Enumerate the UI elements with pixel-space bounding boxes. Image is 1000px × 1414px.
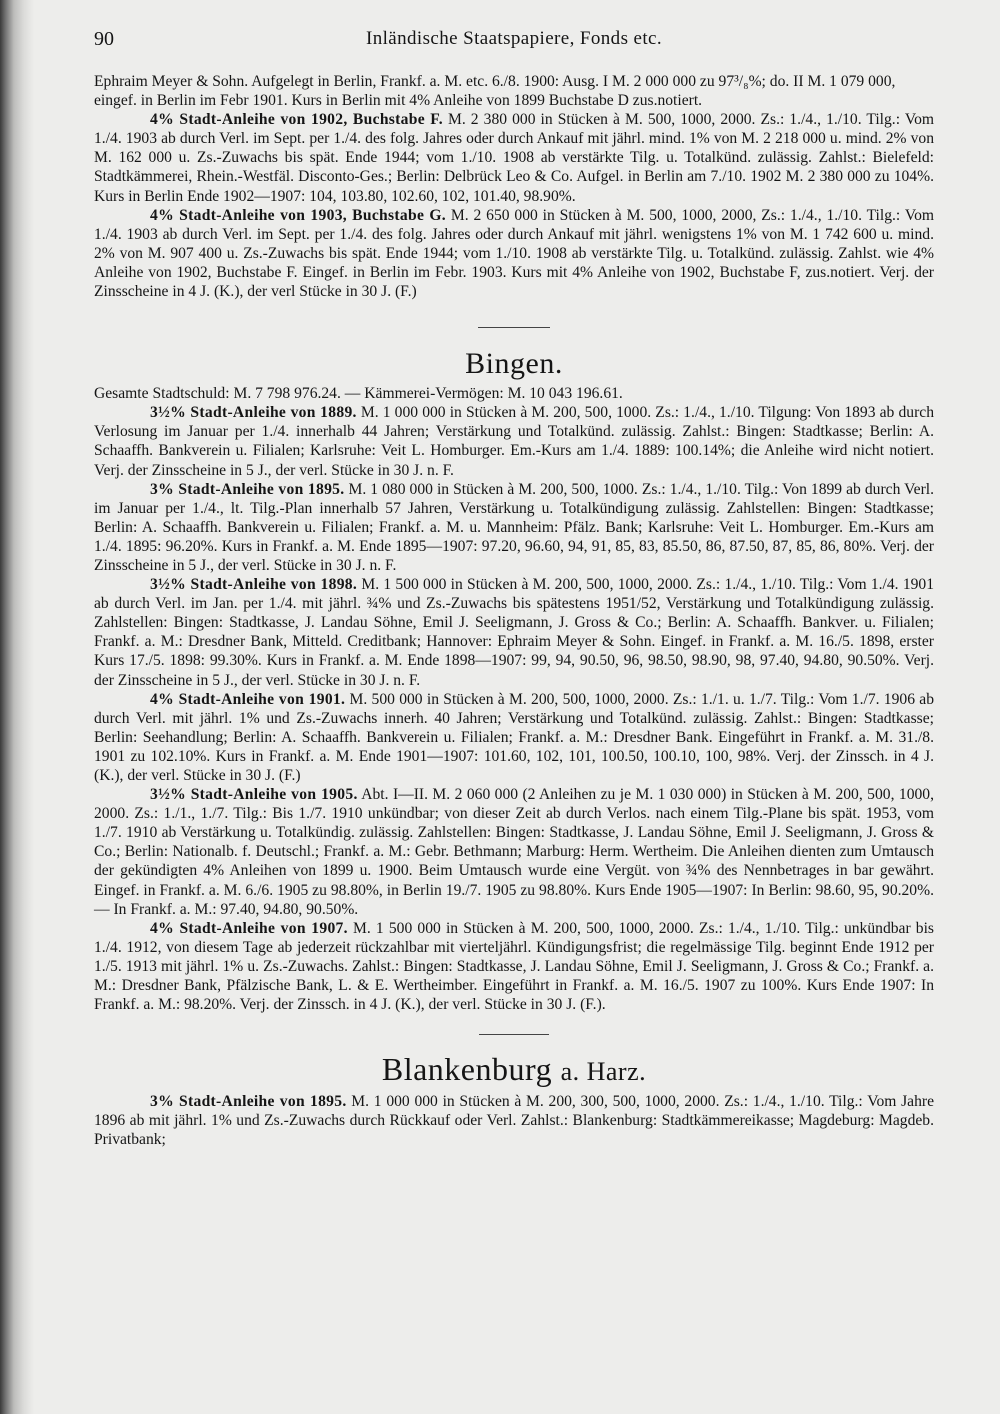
city-heading-bingen: Bingen. xyxy=(465,347,563,381)
city-name: Blankenburg xyxy=(381,1051,553,1088)
bond-title: 3½% Stadt-Anleihe von 1889. xyxy=(150,404,357,422)
bond-entry-bingen-1898 xyxy=(94,575,934,690)
bond-entry-blankenburg-1895 xyxy=(94,1092,934,1149)
bingen-summary: Gesamte Stadtschuld: M. 7 798 976.24. — Kämmerei-Vermögen: M. 10 043 196.61. xyxy=(94,385,623,403)
bond-title: 4% Stadt-Anleihe von 1901. xyxy=(150,690,346,708)
page-number: 90 xyxy=(94,28,114,50)
bond-title: 4% Stadt-Anleihe von 1902, Buchstabe F. xyxy=(150,111,443,129)
bond-title: 3% Stadt-Anleihe von 1895. xyxy=(150,480,345,498)
bond-text: Abt. I—II. M. 2 060 000 (2 Anleihen zu je M. 1 030 000) in Stücken à M. 200, 500, 1000, 2000. Zs.: 1./1., 1./7. Tilg.: Bis 1./7. 1910 unkündbar; von dieser Zeit ab durch Verlos. nach einem Tilg.-Plane bis spät. 1953, vom 1./7. 1910 ab Verstärkung u. Totalkündig. zulässig. Zahlstellen: Bingen: Stadtkasse, J. Landau Söhne, Emil J. Seeligmann, J. Gross & Co.; Berlin: Nationalb. f. Deutschl.; Frankf. a. M.: Gebr. Bethmann; Marburg: Herm. Wertheim. Die Anleihen dienten zum Umtausch der gekündigten 4% Anleihen von 1899 u. 1900. Beim Umtausch wurde eine Vergüt. von ¾% des Nennbetrages in bar gewährt. Eingef. in Frankf. a. M. 6./6. 1905 zu 98.80%, in Berlin 19./7. 1905 zu 98.80%. Kurs Ende 1905—1907: In Berlin: 98.60, 95, 90.20%. — In Frankf. a. M.: 97.40, 94.80, 90.50%. xyxy=(94,786,934,918)
bond-text: M. 1 500 000 in Stücken à M. 200, 500, 1000, 2000. Zs.: 1./4., 1./10. Tilg.: Vom 1./4. 1901 ab durch Verl. im Jan. per 1./4. mit jährl. ¾% und Zs.-Zuwachs bis spätestens 1951/52, Verstärkung und Totalkündigung zulässig. Zahlstellen: Bingen: Stadtkasse, J. Landau Söhne, Emil J. Seeligmann, J. Gross & Co.; Berlin: A. Schaaffh. Bankver. u. Filialen; Frankf. a. M.: Dresdner Bank, Mitteld. Creditbank; Hannover: Ephraim Meyer & Sohn. Eingef. in Frankf. a. M. 16./5. 1898, erster Kurs 17./5. 1898: 99.30%. Kurs in Frankf. a. M. Ende 1898—1907: 99, 94, 90.50, 96, 98.50, 98.90, 98, 97.40, 94.80, 90.50%. Verj. der Zinsscheine in 5 J., der verl. Stücke in 30 J. n. F. xyxy=(94,576,935,689)
bond-text: M. 1 000 000 in Stücken à M. 200, 500, 1000. Zs.: 1./4., 1./10. Tilgung: Von 1893 ab durch Verlosung im Januar per 1./4. innerhalb 44 Jahren; Verstärkung und Totalkünd. zulässig. Zahlst.: Bingen: Stadtkasse; Berlin: A. Schaaffh. Bankverein u. Filialen; Karlsruhe: Veit L. Homburger. Em.-Kurs am 1./4. 1889: 100.14%; die Anleihe wird nicht notiert. Verj. der Zinsscheine in 5 J., der verl. Stücke in 30 J. n. F. xyxy=(94,404,934,479)
bond-title: 3½% Stadt-Anleihe von 1898. xyxy=(150,576,358,594)
bond-title: 3½% Stadt-Anleihe von 1905. xyxy=(150,786,358,804)
page-header xyxy=(94,26,934,52)
document-page xyxy=(94,26,934,1150)
bond-entry-bingen-1901 xyxy=(94,690,934,785)
bond-entry-bingen-1895 xyxy=(94,480,934,575)
intro-paragraph: Ephraim Meyer & Sohn. Aufgelegt in Berlin, Frankf. a. M. etc. 6./8. 1900: Ausg. I M. 2 000 000 zu 97³/₈%; do. II M. 1 079 000, eingef. in Berlin im Febr 1901. Kurs in Berlin mit 4% Anleihe von 1899 Buchstabe D zus.notiert. xyxy=(94,73,896,110)
bond-text: M. 2 380 000 in Stücken à M. 500, 1000, 2000. Zs.: 1./4., 1./10. Tilg.: Vom 1./4. 1903 ab durch Verl. im Sept. per 1./4. des folg. Jahres oder durch Ankauf mit jährl. mind. 1% von M. 2 218 000 u. mind. 2% von M. 162 000 u. Zs.-Zuwachs bis spät. Ende 1944; vom 1./10. 1908 ab verstärkte Tilg. u. Totalkünd. zulässig. Zahlst.: Bielefeld: Stadtkämmerei, Rhein.-Westfäl. Disconto-Ges.; Berlin: Delbrück Leo & Co. Aufgel. in Berlin am 7./10. 1902 M. 2 380 000 zu 104%. Kurs in Berlin Ende 1902—1907: 104, 103.80, 102.60, 102, 101.40, 98.90%. xyxy=(94,111,934,205)
section-divider xyxy=(478,327,550,328)
bond-entry-bingen-1889 xyxy=(94,403,934,479)
bond-title: 4% Stadt-Anleihe von 1907. xyxy=(150,919,348,937)
bond-entry-1903-g xyxy=(94,206,934,301)
bond-text: M. 1 080 000 in Stücken à M. 200, 500, 1000. Zs.: 1./4., 1./10. Tilg.: Von 1899 ab durch Verl. im Januar per 1./4., lt. Tilg.-Plan innerhalb 57 Jahren, Verstärkung u. Totalkündigung zulässig. Zahlstellen: Bingen: Stadtkasse; Berlin: A. Schaaffh. Bankverein u. Filialen; Frankf. a. M. u. Mannheim: Pfälz. Bank; Karlsruhe: Veit L. Homburger. Em.-Kurs am 1./4. 1895: 96.20%. Kurs in Frankf. a. M. Ende 1895—1907: 97.20, 96.60, 94, 91, 85, 83, 85.50, 86, 87.50, 87, 85, 86, 80%. Verj. der Zinsscheine in 5 J., der verl. Stücke in 30 J. n. F. xyxy=(94,480,934,574)
city-heading-blankenburg xyxy=(94,1051,934,1090)
city-suffix: a. Harz. xyxy=(560,1057,647,1087)
body-text xyxy=(94,72,934,1150)
section-divider xyxy=(479,1034,549,1035)
bond-entry-1902-f xyxy=(94,110,934,205)
scan-shadow-edge xyxy=(0,0,34,1414)
bond-title: 3% Stadt-Anleihe von 1895. xyxy=(150,1093,347,1111)
bond-entry-bingen-1907 xyxy=(94,919,934,1014)
bond-text: M. 1 500 000 in Stücken à M. 200, 500, 1000, 2000. Zs.: 1./4., 1./10. Tilg.: unkündbar bis 1./4. 1912, von diesem Tage ab jederzeit rückzahlbar mit vierteljährl. Kündigungsfrist; die regelmässige Tilg. beginnt Ende 1912 per 1./5. 1913 mit jährl. 1% u. Zs.-Zuwachs. Zahlst.: Bingen: Stadtkasse, J. Landau Söhne, Emil J. Seeligmann, J. Gross & Co.; Frankf. a. M.: Dresdner Bank, Pfälzische Bank, L. & E. Wertheimber. Eingeführt in Frankf. a. M. 16./5. 1907 zu 100%. Kurs Ende 1907: In Frankf. a. M.: 98.20%. Verj. der Zinssch. in 4 J. (K.), der verl. Stücke in 30 J. (F.). xyxy=(94,919,934,1014)
running-title: Inländische Staatspapiere, Fonds etc. xyxy=(365,28,663,49)
bond-entry-bingen-1905 xyxy=(94,785,934,919)
bond-title: 4% Stadt-Anleihe von 1903, Buchstabe G. xyxy=(150,206,446,224)
bond-text: M. 500 000 in Stücken à M. 200, 500, 1000, 2000. Zs.: 1./1. u. 1./7. Tilg.: Vom 1./7. 1906 ab durch Verl. mit jährl. 1% und Zs.-Zuwachs innerh. 40 Jahren; Verstärkung und Totalkünd. zulässig. Zahlst.: Bingen: Stadtkasse; Berlin: Seehandlung; Berlin: A. Schaaffh. Bankverein u. Filialen; Frankf. a. M.: Dresdner Bank. Eingeführt in Frankf. a. M. 31./8. 1901 zu 102.10%. Kurs in Frankf. a. M. Ende 1901—1907: 101.60, 102, 101, 100.50, 100.10, 100, 98%. Verj. der Zinssch. in 4 J. (K.), der verl. Stücke in 30 J. (F.) xyxy=(94,690,934,784)
bond-text: M. 2 650 000 in Stücken à M. 500, 1000, 2000, Zs.: 1./4., 1./10. Tilg.: Vom 1./4. 1903 ab durch Verl. im Sept. per 1./4. des folg. Jahres oder durch Ankauf mit jährl. wenigstens 1% von M. 1 742 600 u. mind. 2% von M. 907 400 u. Zs.-Zuwachs bis spät. Ende 1944; vom 1./10. 1908 ab verstärkte Tilg. u. Totalkünd. zulässig. Zahlst. wie 4% Anleihe von 1902, Buchstabe F. Eingef. in Berlin im Febr. 1903. Kurs mit 4% Anleihe von 1902, Buchstabe F, zus.notiert. Verj. der Zinsscheine in 4 J. (K.), der verl Stücke in 30 J. (F.) xyxy=(94,206,934,301)
bond-text: M. 1 000 000 in Stücken à M. 200, 300, 500, 1000, 2000. Zs.: 1./4., 1./10. Tilg.: Vom Jahre 1896 ab mit jährl. 1% und Zs.-Zuwachs durch Rückkauf oder Verl. Zahlst.: Blankenburg: Stadtkämmereikasse; Magdeburg: Magdeb. Privatbank; xyxy=(94,1093,935,1149)
